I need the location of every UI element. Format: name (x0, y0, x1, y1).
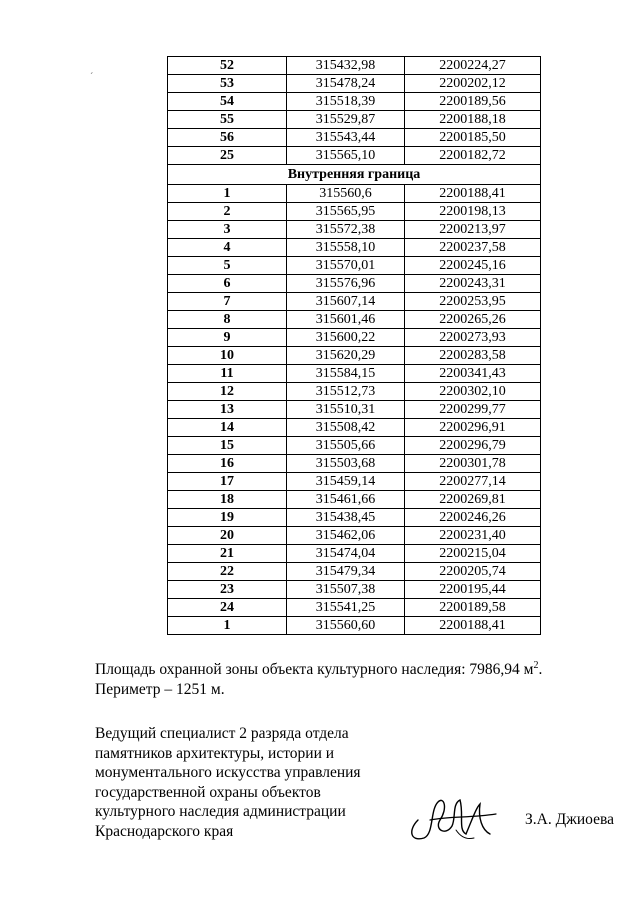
coord-y: 2200182,72 (405, 147, 541, 165)
table-row (168, 239, 541, 257)
point-number: 54 (168, 93, 287, 111)
point-number: 20 (168, 527, 287, 545)
point-number: 3 (168, 221, 287, 239)
table-row (168, 545, 541, 563)
table-row (168, 257, 541, 275)
table-row (168, 383, 541, 401)
point-number: 19 (168, 509, 287, 527)
coord-y: 2200245,16 (405, 257, 541, 275)
table-row (168, 563, 541, 581)
table-row (168, 365, 541, 383)
coord-y: 2200188,41 (405, 185, 541, 203)
coord-x: 315462,06 (287, 527, 405, 545)
table-row (168, 473, 541, 491)
position-line: памятников архитектуры, истории и (95, 744, 335, 762)
coord-y: 2200301,78 (405, 455, 541, 473)
coord-y: 2200213,97 (405, 221, 541, 239)
coord-y: 2200273,93 (405, 329, 541, 347)
coord-y: 2200188,18 (405, 111, 541, 129)
point-number: 21 (168, 545, 287, 563)
table-row (168, 437, 541, 455)
table-row (168, 129, 541, 147)
point-number: 1 (168, 185, 287, 203)
inner-boundary-header (168, 165, 541, 185)
coord-x: 315560,60 (287, 617, 405, 635)
perimeter-line: Периметр – 1251 м. (95, 681, 225, 699)
coord-x: 315505,66 (287, 437, 405, 455)
coord-x: 315518,39 (287, 93, 405, 111)
point-number: 24 (168, 599, 287, 617)
stray-mark: ˊ (90, 72, 94, 83)
coord-y: 2200205,74 (405, 563, 541, 581)
table-row (168, 455, 541, 473)
coord-y: 2200231,40 (405, 527, 541, 545)
point-number: 6 (168, 275, 287, 293)
position-line: Краснодарского края (95, 822, 234, 840)
point-number: 8 (168, 311, 287, 329)
coord-y: 2200195,44 (405, 581, 541, 599)
coord-y: 2200299,77 (405, 401, 541, 419)
coord-x: 315438,45 (287, 509, 405, 527)
coord-x: 315600,22 (287, 329, 405, 347)
table-row (168, 527, 541, 545)
point-number: 25 (168, 147, 287, 165)
coord-y: 2200296,79 (405, 437, 541, 455)
coord-x: 315479,34 (287, 563, 405, 581)
coord-x: 315478,24 (287, 75, 405, 93)
position-line: монументального искусства управления (95, 764, 361, 781)
coord-y: 2200283,58 (405, 347, 541, 365)
table-row (168, 581, 541, 599)
coord-y: 2200185,50 (405, 129, 541, 147)
point-number: 4 (168, 239, 287, 257)
point-number: 15 (168, 437, 287, 455)
table-row (168, 311, 541, 329)
coord-y: 2200189,58 (405, 599, 541, 617)
table-row (168, 419, 541, 437)
area-line (95, 656, 542, 680)
table-row (168, 75, 541, 93)
coord-y: 2200189,56 (405, 93, 541, 111)
coord-y: 2200341,43 (405, 365, 541, 383)
point-number: 53 (168, 75, 287, 93)
coord-y: 2200265,26 (405, 311, 541, 329)
point-number: 11 (168, 365, 287, 383)
table-row (168, 275, 541, 293)
point-number: 13 (168, 401, 287, 419)
coord-x: 315576,96 (287, 275, 405, 293)
coord-x: 315570,01 (287, 257, 405, 275)
coord-y: 2200296,91 (405, 419, 541, 437)
table-row (168, 509, 541, 527)
point-number: 1 (168, 617, 287, 635)
area-period: . (538, 661, 543, 679)
coord-x: 315584,15 (287, 365, 405, 383)
coord-y: 2200246,26 (405, 509, 541, 527)
area-text: Площадь охранной зоны объекта культурного наследия: 7986,94 м (95, 661, 534, 679)
coord-y: 2200269,81 (405, 491, 541, 509)
table-row (168, 617, 541, 635)
table-row (168, 111, 541, 129)
coord-y: 2200253,95 (405, 293, 541, 311)
coord-y: 2200215,04 (405, 545, 541, 563)
coord-y: 2200202,12 (405, 75, 541, 93)
point-number: 14 (168, 419, 287, 437)
table-row (168, 203, 541, 221)
coord-y: 2200198,13 (405, 203, 541, 221)
coord-x: 315565,95 (287, 203, 405, 221)
coord-y: 2200243,31 (405, 275, 541, 293)
table-row (168, 221, 541, 239)
point-number: 23 (168, 581, 287, 599)
table-row (168, 491, 541, 509)
coord-x: 315565,10 (287, 147, 405, 165)
point-number: 55 (168, 111, 287, 129)
coord-x: 315529,87 (287, 111, 405, 129)
position-line: Ведущий специалист 2 разряда отдела (95, 725, 349, 742)
coord-x: 315543,44 (287, 129, 405, 147)
coord-x: 315601,46 (287, 311, 405, 329)
coord-x: 315507,38 (287, 581, 405, 599)
coord-x: 315474,04 (287, 545, 405, 563)
coord-x: 315541,25 (287, 599, 405, 617)
coord-y: 2200302,10 (405, 383, 541, 401)
coord-x: 315620,29 (287, 347, 405, 365)
table-row (168, 347, 541, 365)
point-number: 2 (168, 203, 287, 221)
position-line: культурного наследия администрации (95, 803, 346, 820)
point-number: 52 (168, 57, 287, 75)
table-row (168, 293, 541, 311)
signatory-name: З.А. Джиоева (525, 811, 614, 828)
coord-x: 315512,73 (287, 383, 405, 401)
coord-x: 315607,14 (287, 293, 405, 311)
handwritten-signature (400, 790, 510, 850)
table-row (168, 57, 541, 75)
coord-y: 2200224,27 (405, 57, 541, 75)
inner-boundary-title: Внутренняя граница (168, 165, 541, 185)
point-number: 10 (168, 347, 287, 365)
coord-x: 315503,68 (287, 455, 405, 473)
point-number: 17 (168, 473, 287, 491)
coord-x: 315572,38 (287, 221, 405, 239)
point-number: 16 (168, 455, 287, 473)
table-row (168, 599, 541, 617)
coord-x: 315432,98 (287, 57, 405, 75)
table-row (168, 401, 541, 419)
coord-y: 2200277,14 (405, 473, 541, 491)
signatory-position (95, 724, 361, 841)
coordinates-table (167, 56, 541, 635)
coord-x: 315459,14 (287, 473, 405, 491)
point-number: 22 (168, 563, 287, 581)
table-row (168, 93, 541, 111)
coord-x: 315560,6 (287, 185, 405, 203)
point-number: 56 (168, 129, 287, 147)
area-unit-power: 2 (533, 660, 539, 671)
point-number: 18 (168, 491, 287, 509)
point-number: 9 (168, 329, 287, 347)
coord-y: 2200188,41 (405, 617, 541, 635)
coord-x: 315558,10 (287, 239, 405, 257)
table-row (168, 147, 541, 165)
section-row (168, 165, 541, 185)
point-number: 5 (168, 257, 287, 275)
coord-x: 315461,66 (287, 491, 405, 509)
coord-x: 315510,31 (287, 401, 405, 419)
point-number: 12 (168, 383, 287, 401)
inner-boundary-rows (168, 185, 541, 635)
table-row (168, 185, 541, 203)
position-line: государственной охраны объектов (95, 783, 321, 801)
summary (95, 656, 542, 700)
coord-y: 2200237,58 (405, 239, 541, 257)
coord-x: 315508,42 (287, 419, 405, 437)
point-number: 7 (168, 293, 287, 311)
table-row (168, 329, 541, 347)
outer-boundary-rows (168, 57, 541, 165)
